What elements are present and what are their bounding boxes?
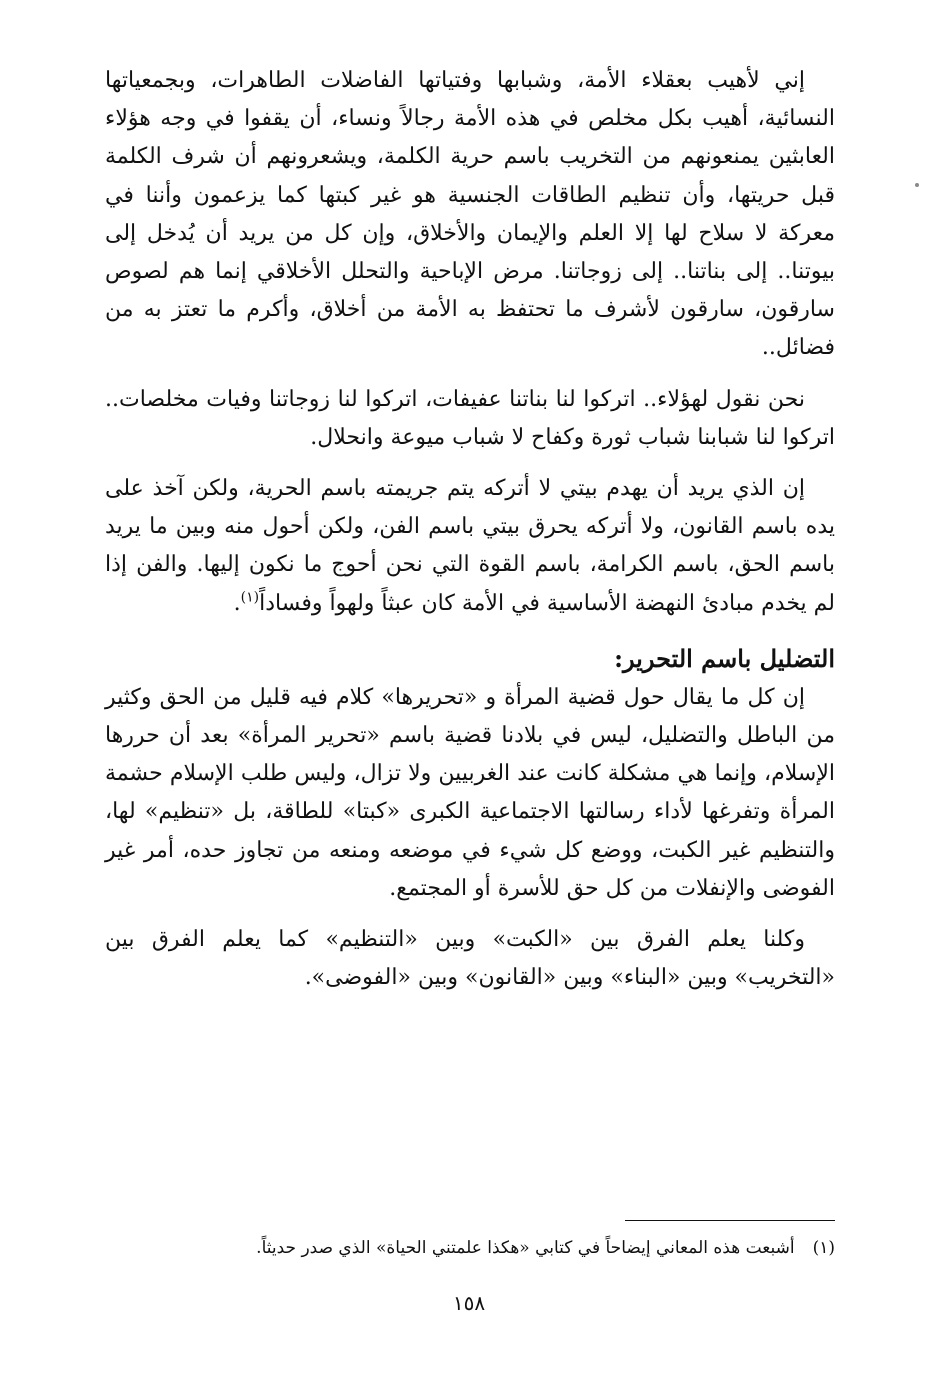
footnote-reference: (١) (240, 589, 260, 606)
page-body (105, 62, 835, 997)
paragraph-3-end: . (233, 590, 241, 616)
scan-speck (915, 183, 919, 187)
footnote-number: (١) (812, 1238, 835, 1258)
paragraph-2: نحن نقول لهؤلاء.. اتركوا لنا بناتنا عفيفات، اتركوا لنا زوجاتنا وفيات مخلصات.. اتركوا لنا شبابنا شباب ثورة وكفاح لا شباب ميوعة وانحلال. (105, 386, 835, 450)
paragraph-1: إني لأهيب بعقلاء الأمة، وشبابها وفتياتها الفاضلات الطاهرات، وبجمعياتها النسائية، أهيب بكل مخلص في هذه الأمة رجالاً ونساء، أن يقفوا في وجه هؤلاء العابثين يمنعونهم من التخريب باسم حرية الكلمة، ويشعرونهم أن شرف الكلمة قبل حريتها، وأن تنظيم الطاقات الجنسية هو غير كبتها كما يزعمون وأننا في معركة لا سلاح لها إلا العلم والإيمان والأخلاق، وإن كل من يريد أن يُدخل إلى بيوتنا.. إلى بناتنا.. إلى زوجاتنا. مرض الإباحية والتحلل الأخلاقي إنما هم لصوص سارقون، سارقون لأشرف ما تحتفظ به الأمة من أخلاق، وأكرم ما تعتز به من فضائل.. (105, 68, 835, 361)
paragraph-3 (105, 470, 835, 623)
section-title: التضليل باسم التحرير: (614, 643, 835, 673)
paragraph-5: وكلنا يعلم الفرق بين «الكبت» وبين «التنظيم» كما يعلم الفرق بين «التخريب» وبين «البناء» وبين «القانون» وبين «الفوضى». (105, 927, 835, 991)
page-number: ١٥٨ (452, 1291, 486, 1315)
paragraph-4: إن كل ما يقال حول قضية المرأة و «تحريرها» كلام فيه قليل من الحق وكثير من الباطل والتضليل، ليس في بلادنا قضية باسم «تحرير المرأة» بعد أن حررها الإسلام، وإنما هي مشكلة كانت عند الغربيين ولا تزال، وليس طلب الإسلام حشمة المرأة وتفرغها لأداء رسالتها الاجتماعية الكبرى «كبتا» للطاقة، بل «تنظيم» لها، والتنظيم غير الكبت، ووضع كل شيء في موضعه ومنعه من تجاوز حده، أمر غير الفوضى والإنفلات من كل حق للأسرة أو المجتمع. (105, 684, 835, 901)
footnote-text: أشبعت هذه المعاني إيضاحاً في كتابي «هكذا علمتني الحياة» الذي صدر حديثاً. (256, 1238, 795, 1258)
paragraph-3-text: إن الذي يريد أن يهدم بيتي لا أتركه يتم جريمته باسم الحرية، ولكن آخذ على يده باسم القانون، ولا أتركه يحرق بيتي باسم الفن، ولكن أحول منه وبين ما يريد باسم الحق، باسم الكرامة، باسم القوة التي نحن أحوج ما نكون إليها. والفن إذا لم يخدم مبادئ النهضة الأساسية في الأمة كان عبثاً ولهواً وفساداً (105, 476, 835, 616)
footnote (105, 1234, 835, 1262)
footnote-divider (625, 1220, 835, 1221)
